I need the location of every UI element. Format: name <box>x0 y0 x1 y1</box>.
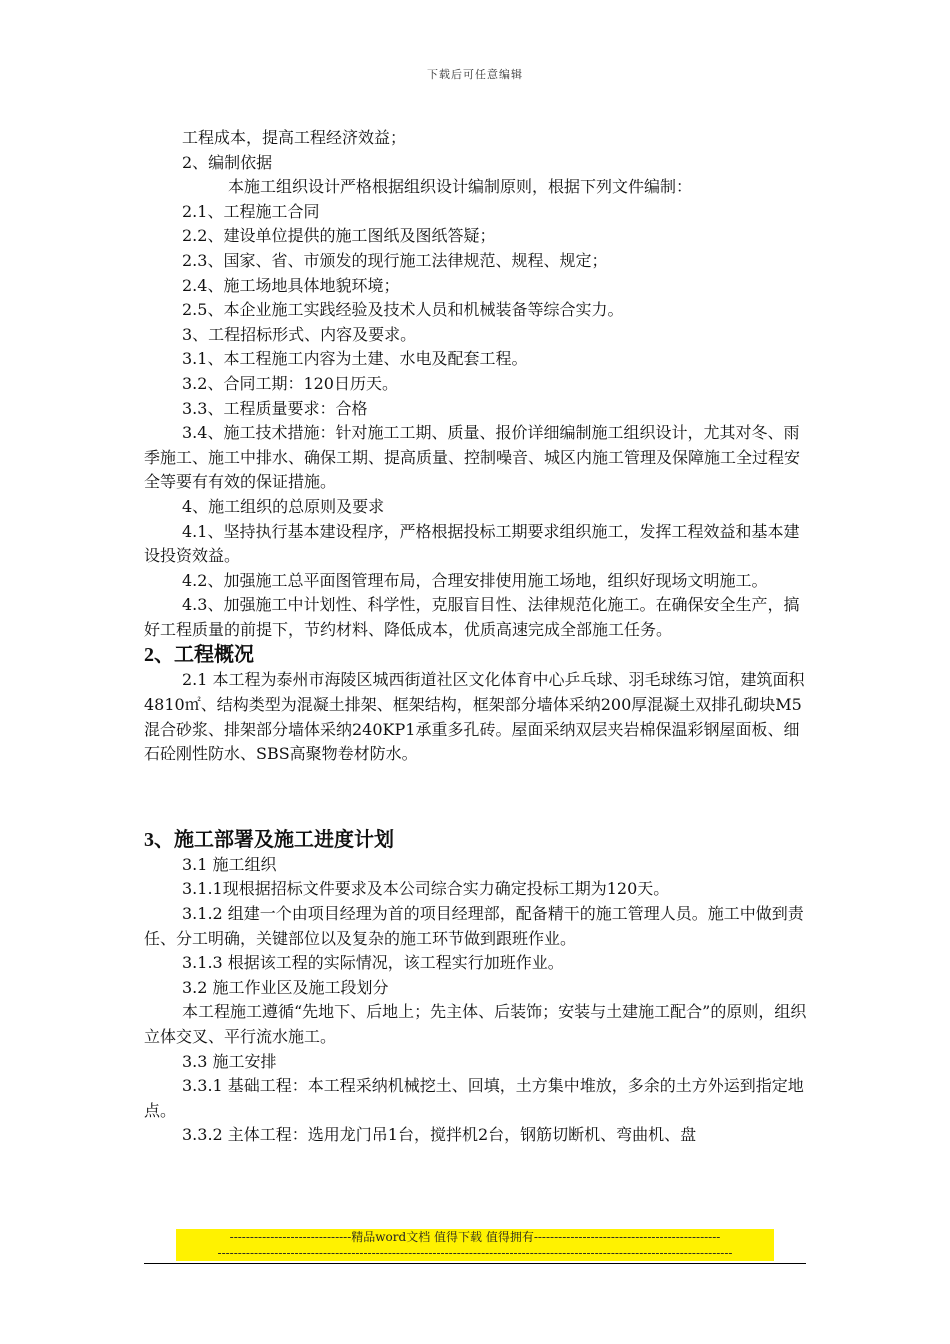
paragraph: 3.3 施工安排 <box>182 1051 277 1071</box>
document-body <box>144 126 814 1148</box>
paragraph: 3.1.3 根据该工程的实际情况，该工程实行加班作业。 <box>182 953 564 973</box>
section-heading: 2、工程概况 <box>144 644 254 667</box>
paragraph: 本施工组织设计严格根据组织设计编制原则，根据下列文件编制： <box>228 177 693 197</box>
paragraph: 3.2、合同工期：120日历天。 <box>182 373 398 393</box>
section-heading: 3、施工部署及施工进度计划 <box>144 828 394 851</box>
footer-dash-line: ------------------------------------------------------------------------------------------------------------------------------- <box>176 1245 774 1261</box>
paragraph: 4.1、坚持执行基本建设程序，严格根据投标工期要求组织施工，发挥工程效益和基本建设投资效益。 <box>144 521 800 566</box>
section-spacer <box>144 767 814 827</box>
paragraph: 3.2 施工作业区及施工段划分 <box>182 977 389 997</box>
paragraph: 4、施工组织的总原则及要求 <box>182 496 385 516</box>
page-header: 下载后可任意编辑 <box>427 68 523 81</box>
paragraph: 2.1、工程施工合同 <box>182 201 320 221</box>
paragraph: 3.3、工程质量要求：合格 <box>182 398 368 418</box>
paragraph: 4.2、加强施工总平面图管理布局，合理安排使用施工场地，组织好现场文明施工。 <box>182 570 768 590</box>
footer-rule <box>144 1263 806 1264</box>
paragraph: 工程成本，提高工程经济效益； <box>182 128 407 147</box>
footer-banner: ------------------------------精品word文档 值得下载 值得拥有---------------------------------------------- <box>176 1229 774 1245</box>
paragraph: 本工程施工遵循“先地下、后地上；先主体、后装饰；安装与土建施工配合”的原则，组织立体交叉、平行流水施工。 <box>144 1002 807 1046</box>
paragraph: 2.4、施工场地具体地貌环境； <box>182 275 400 295</box>
paragraph: 3.1.2 组建一个由项目经理为首的项目经理部，配备精干的施工管理人员。施工中做到责任、分工明确，关键部位以及复杂的施工环节做到跟班作业。 <box>144 904 804 948</box>
paragraph: 3.1 施工组织 <box>182 854 277 874</box>
paragraph: 2.5、本企业施工实践经验及技术人员和机械装备等综合实力。 <box>182 300 624 320</box>
paragraph: 4.3、加强施工中计划性、科学性，克服盲目性、法律规范化施工。在确保安全生产，搞好工程质量的前提下，节约材料、降低成本，优质高速完成全部施工任务。 <box>144 595 800 639</box>
paragraph: 2、编制依据 <box>182 152 273 172</box>
paragraph: 3、工程招标形式、内容及要求。 <box>182 324 417 344</box>
paragraph: 2.3、国家、省、市颁发的现行施工法律规范、规程、规定； <box>182 250 608 270</box>
paragraph: 3.1、本工程施工内容为土建、水电及配套工程。 <box>182 349 528 369</box>
paragraph: 2.1 本工程为泰州市海陵区城西街道社区文化体育中心乒乓球、羽毛球练习馆，建筑面积4810㎡、结构类型为混凝土排架、框架结构，框架部分墙体采纳200厚混凝土双排孔砌块M5混合砂浆、排架部分墙体采纳240KP1承重多孔砖。屋面采纳双层夹岩棉保温彩钢屋面板、细石砼刚性防水、SBS高聚物卷材防水。 <box>144 670 805 764</box>
paragraph: 2.2、建设单位提供的施工图纸及图纸答疑； <box>182 226 496 246</box>
paragraph: 3.4、施工技术措施：针对施工工期、质量、报价详细编制施工组织设计，尤其对冬、雨季施工、施工中排水、确保工期、提高质量、控制噪音、城区内施工管理及保障施工全过程安全等要有有效的保证措施。 <box>144 423 801 492</box>
page-footer <box>176 1229 774 1261</box>
paragraph: 3.1.1现根据招标文件要求及本公司综合实力确定投标工期为120天。 <box>182 879 670 899</box>
paragraph: 3.3.2 主体工程：选用龙门吊1台，搅拌机2台，钢筋切断机、弯曲机、盘 <box>182 1125 697 1145</box>
paragraph: 3.3.1 基础工程：本工程采纳机械挖土、回填，土方集中堆放，多余的土方外运到指定地点。 <box>144 1076 804 1120</box>
